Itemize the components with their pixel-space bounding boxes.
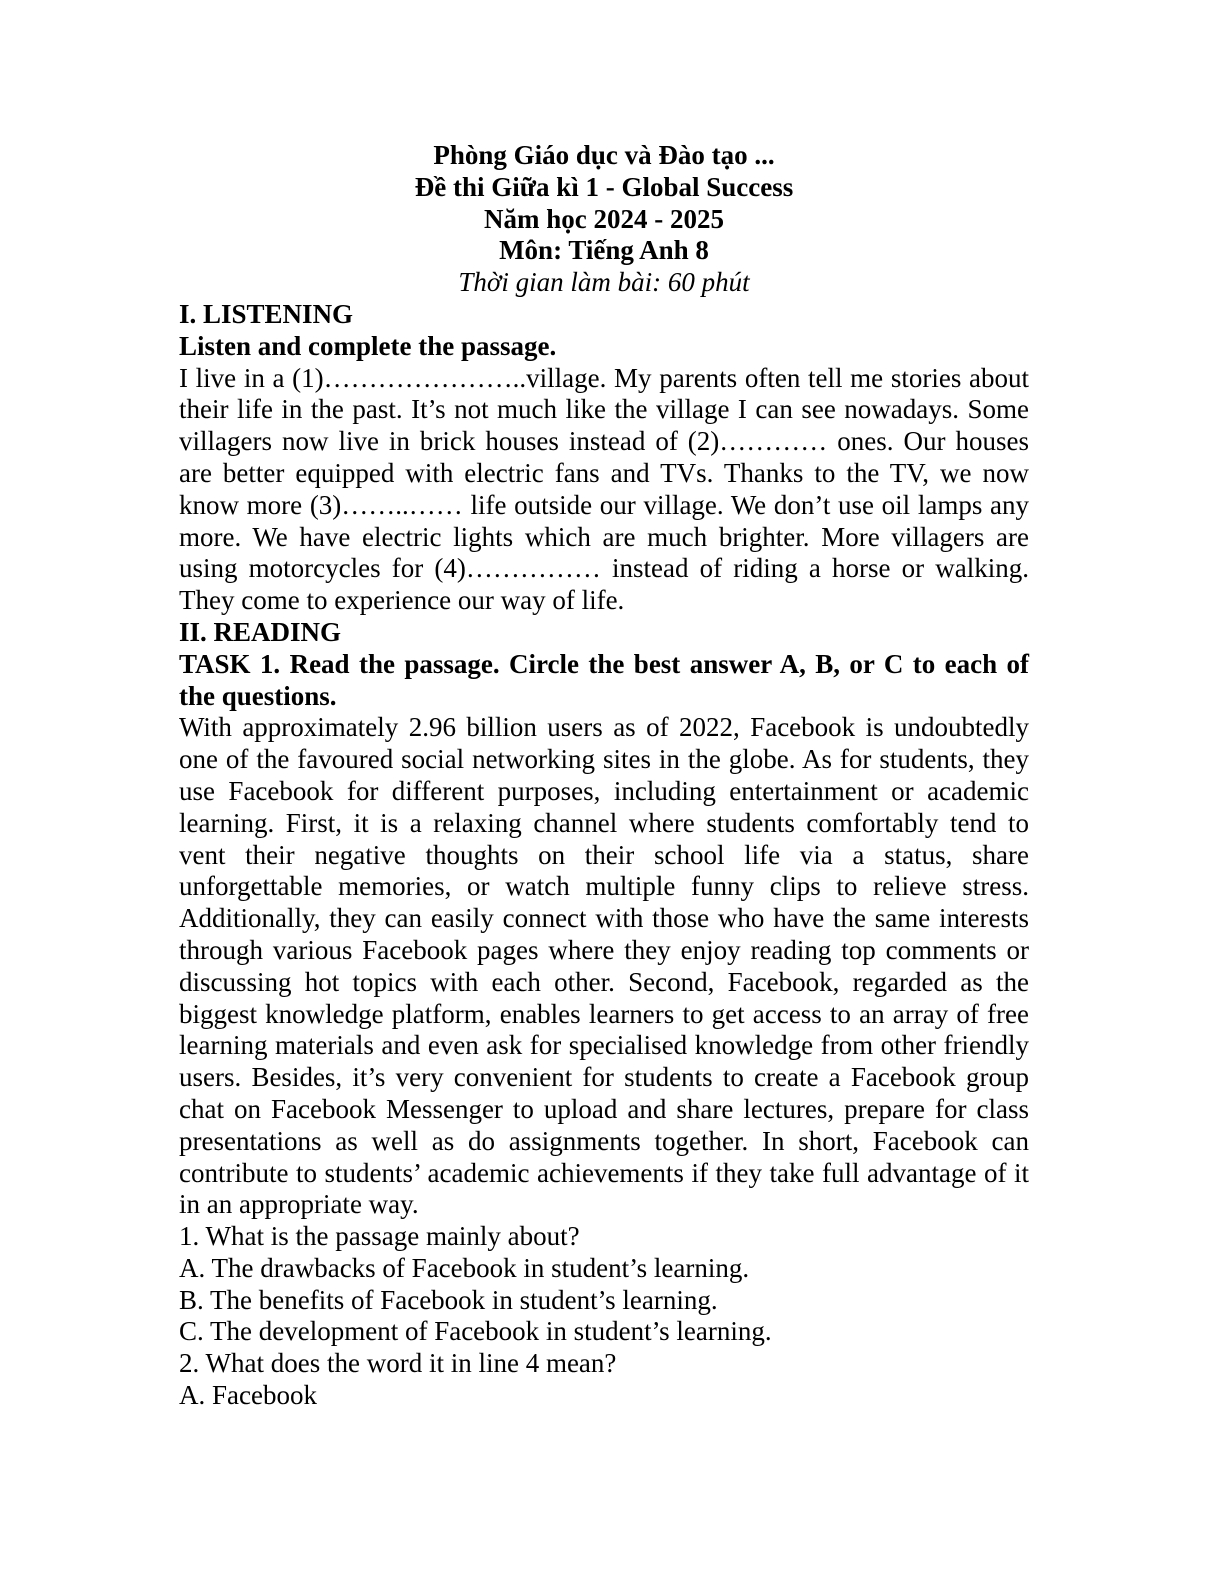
question-2 (179, 1348, 1029, 1412)
listening-passage: I live in a (1)…………………..village. My parents often tell me stories about their life in the past. It’s not much like the village I can see nowadays. Some villagers now live in brick houses instead of (2)………… ones. Our houses are better equipped with electric fans and TVs. Thanks to the TV, we now know more (3)……..…… life outside our village. We don’t use oil lamps any more. We have electric lights which are much brighter. More villagers are using motorcycles for (4)…………… instead of riding a horse or walking. They come to experience our way of life. (179, 362, 1029, 616)
task1-instruction: TASK 1. Read the passage. Circle the best answer A, B, or C to each of the questions. (179, 648, 1029, 711)
answer-option: A. The drawbacks of Facebook in student’s learning. (179, 1252, 750, 1283)
listening-instruction: Listen and complete the passage. (179, 330, 557, 361)
listening-title: I. LISTENING (179, 298, 354, 329)
subject: Môn: Tiếng Anh 8 (499, 235, 709, 266)
exam-duration: Thời gian làm bài: 60 phút (458, 267, 750, 298)
answer-option: B. The benefits of Facebook in student’s learning. (179, 1284, 718, 1315)
reading-title: II. READING (179, 616, 342, 647)
question-1 (179, 1221, 1029, 1348)
listening-section (179, 299, 1029, 617)
exam-header (179, 140, 1029, 299)
exam-page (179, 140, 1029, 1412)
school-year: Năm học 2024 - 2025 (484, 203, 724, 234)
answer-option: A. Facebook (179, 1380, 317, 1411)
question-text: 2. What does the word it in line 4 mean? (179, 1348, 617, 1379)
exam-title: Đề thi Giữa kì 1 - Global Success (414, 171, 794, 202)
reading-section (179, 617, 1029, 1412)
answer-option: C. The development of Facebook in student’s learning. (179, 1316, 772, 1347)
reading-passage: With approximately 2.96 billion users as of 2022, Facebook is undoubtedly one of the favoured social networking sites in the globe. As for students, they use Facebook for different purposes, including entertainment or academic learning. First, it is a relaxing channel where students comfortably tend to vent their negative thoughts on their school life via a status, share unforgettable memories, or watch multiple funny clips to relieve stress. Additionally, they can easily connect with those who have the same interests through various Facebook pages where they enjoy reading top comments or discussing hot topics with each other. Second, Facebook, regarded as the biggest knowledge platform, enables learners to get access to an array of free learning materials and even ask for specialised knowledge from other friendly users. Besides, it’s very convenient for students to create a Facebook group chat on Facebook Messenger to upload and share lectures, prepare for class presentations as well as do assignments together. In short, Facebook can contribute to students’ academic achievements if they take full advantage of it in an appropriate way. (179, 712, 1029, 1220)
question-text: 1. What is the passage mainly about? (179, 1221, 580, 1252)
education-office: Phòng Giáo dục và Đào tạo ... (433, 140, 775, 170)
